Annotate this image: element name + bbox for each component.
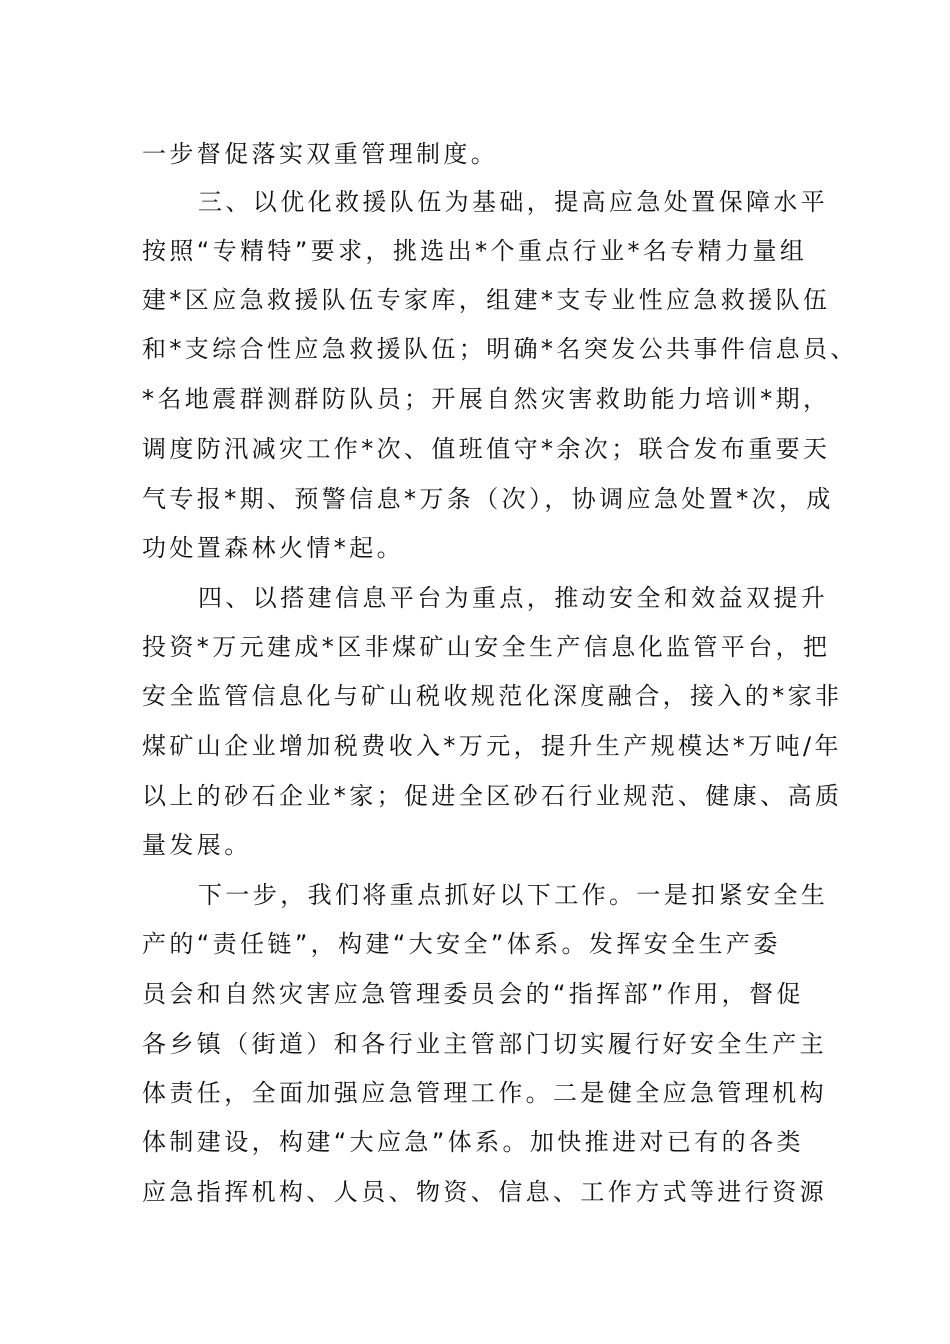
text-line: 安全监管信息化与矿山税收规范化深度融合，接入的*家非 xyxy=(142,682,843,710)
text-line: 产的“责任链”，构建“大安全”体系。发挥安全生产委 xyxy=(142,930,781,958)
text-line: 以上的砂石企业*家；促进全区砂石行业规范、健康、高质 xyxy=(142,782,843,810)
text-line: 气专报*期、预警信息*万条（次），协调应急处置*次，成 xyxy=(142,485,834,513)
text-line: 应急指挥机构、人员、物资、信息、工作方式等进行资源 xyxy=(142,1178,827,1206)
text-line: *名地震群测群防队员；开展自然灾害救助能力培训*期， xyxy=(142,385,831,413)
text-line: 功处置森林火情*起。 xyxy=(142,534,404,562)
text-line: 调度防汛减灾工作*次、值班值守*余次；联合发布重要天 xyxy=(142,435,831,463)
text-line: 体责任，全面加强应急管理工作。二是健全应急管理机构 xyxy=(142,1079,827,1107)
section-heading-4: 四、以搭建信息平台为重点，推动安全和效益双提升 xyxy=(198,584,829,612)
section-heading-3: 三、以优化救援队伍为基础，提高应急处置保障水平 xyxy=(198,188,829,216)
text-line: 员会和自然灾害应急管理委员会的“指挥部”作用，督促 xyxy=(142,980,804,1008)
text-line: 各乡镇（街道）和各行业主管部门切实履行好安全生产主 xyxy=(142,1030,827,1058)
text-line: 按照“专精特”要求，挑选出*个重点行业*名专精力量组 xyxy=(142,237,808,265)
text-line: 一步督促落实双重管理制度。 xyxy=(142,140,499,168)
text-line: 煤矿山企业增加税费收入*万元，提升生产规模达*万吨/年 xyxy=(142,732,842,760)
text-line: 投资*万元建成*区非煤矿山安全生产信息化监管平台，把 xyxy=(142,633,831,661)
next-steps-paragraph-start: 下一步，我们将重点抓好以下工作。一是扣紧安全生 xyxy=(198,881,829,909)
text-line: 量发展。 xyxy=(142,831,252,859)
text-line: 建*区应急救援队伍专家库，组建*支专业性应急救援队伍 xyxy=(142,286,831,314)
text-line: 体制建设，构建“大应急”体系。加快推进对已有的各类 xyxy=(142,1128,804,1156)
text-line: 和*支综合性应急救援队伍；明确*名突发公共事件信息员、 xyxy=(142,335,858,363)
